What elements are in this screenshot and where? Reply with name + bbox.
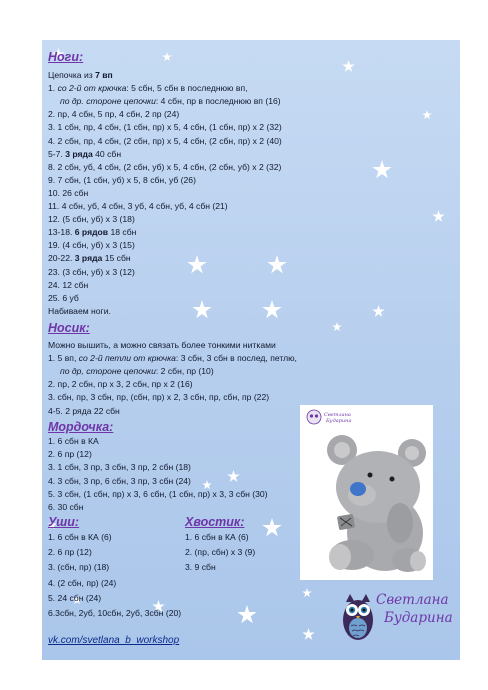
star-icon xyxy=(332,322,342,332)
muzzle-line: 2. 6 пр (12) xyxy=(48,449,92,460)
star-icon xyxy=(227,470,240,483)
nose-line-text: Можно вышить, а можно связать более тонкими нитками xyxy=(48,340,276,350)
tail-line: 3. 9 сбн xyxy=(185,562,216,573)
legs-line-bold: 3 ряда xyxy=(74,253,103,264)
muzzle-line: 4. 3 сбн, 3 пр, 6 сбн, 3 пр, 3 сбн (24) xyxy=(48,475,191,486)
legs-line-text: 19. (4 сбн, уб) х 3 (15) xyxy=(48,240,135,251)
brand-logo xyxy=(340,592,460,652)
nose-line-text: 1. 5 вп, xyxy=(48,353,79,364)
legs-heading: Ноги: xyxy=(48,50,84,64)
legs-line-text: 3. 1 сбн, пр, 4 сбн, (1 сбн, пр) х 5, 4 сбн, (1 сбн, пр) х 2 (32) xyxy=(48,122,282,133)
legs-line xyxy=(48,306,111,317)
legs-line-text: 20-22. xyxy=(48,253,75,264)
legs-line xyxy=(48,267,135,278)
nose-line xyxy=(48,340,276,351)
star-icon xyxy=(192,300,212,320)
nose-line xyxy=(48,379,193,390)
star-icon xyxy=(262,518,282,538)
legs-line-text: 18 сбн xyxy=(108,227,137,238)
legs-line-text: 2. пр, 4 сбн, 5 пр, 4 сбн, 2 пр (24) xyxy=(48,109,180,120)
legs-line xyxy=(48,109,179,120)
legs-line-italic: по др. стороне цепочки xyxy=(60,96,156,107)
star-icon xyxy=(372,160,392,180)
owl-logo-icon xyxy=(307,410,321,424)
legs-line xyxy=(48,122,282,133)
legs-line-bold: 6 рядов xyxy=(74,227,109,238)
star-icon xyxy=(432,210,445,223)
legs-line xyxy=(48,240,135,251)
legs-line xyxy=(48,227,136,238)
ears-line: 6.3сбн, 2уб, 10сбн, 2уб, 3сбн (20) xyxy=(48,608,182,618)
legs-line-bold: 7 вп xyxy=(95,70,113,80)
legs-line-text: 10. 26 сбн xyxy=(48,187,89,198)
legs-line xyxy=(48,214,135,225)
star-icon xyxy=(267,255,287,275)
tail-line: 1. 6 сбн в КА (6) xyxy=(185,532,249,542)
legs-line xyxy=(48,70,113,81)
teddy-bear-photo xyxy=(300,405,433,580)
owl-icon xyxy=(340,592,376,644)
star-icon xyxy=(342,60,355,73)
muzzle-line: 3. 1 сбн, 3 пр, 3 сбн, 3 пр, 2 сбн (18) xyxy=(48,462,191,473)
ears-line: 3. (сбн, пр) (18) xyxy=(48,562,110,573)
legs-line-text: 8. 2 сбн, уб, 4 сбн, (2 сбн, уб) х 5, 4 сбн, (2 сбн, уб) х 2 (32) xyxy=(48,161,282,172)
nose-line-italic: по др, стороне цепочки xyxy=(60,366,156,377)
nose-line xyxy=(48,406,120,417)
legs-line-text: 5-7. xyxy=(48,148,66,159)
nose-line xyxy=(48,353,297,364)
legs-line xyxy=(48,136,282,147)
nose-line-text: 4-5. 2 ряда 22 сбн xyxy=(48,405,120,416)
nose-line-italic: со 2-й петли от крючка xyxy=(78,353,176,364)
nose-line-text: : 3 сбн, 3 сбн в послед, петлю, xyxy=(175,353,297,364)
legs-line xyxy=(48,162,281,173)
legs-line xyxy=(48,201,228,212)
legs-line-text: 11. 4 сбн, уб, 4 сбн, 3 уб, 4 сбн, уб, 4 сбн (21) xyxy=(48,201,228,211)
legs-line xyxy=(48,253,131,264)
legs-line-text: 12. (5 сбн, уб) х 3 (18) xyxy=(48,214,135,225)
brand-first-name: Светлана xyxy=(376,592,449,608)
ears-line: 4. (2 сбн, пр) (24) xyxy=(48,577,117,588)
legs-line-text: 24. 12 сбн xyxy=(48,279,89,290)
star-icon xyxy=(372,305,385,318)
muzzle-line: 1. 6 сбн в КА xyxy=(48,436,99,446)
ears-line: 2. 6 пр (12) xyxy=(48,547,92,558)
legs-line xyxy=(48,280,88,291)
muzzle-heading: Мордочка: xyxy=(48,420,114,434)
nose-line-text: : 2 сбн, пр (10) xyxy=(155,366,214,377)
star-icon xyxy=(422,110,432,120)
star-icon xyxy=(237,605,257,625)
legs-line-text: 9. 7 сбн, (1 сбн, уб) х 5, 8 сбн, уб (26) xyxy=(48,174,196,185)
star-icon xyxy=(302,588,312,598)
legs-line-text: 40 сбн xyxy=(92,148,122,159)
legs-line xyxy=(48,293,79,304)
nose-line-text: 2. пр, 2 сбн, пр х 3, 2 сбн, пр х 2 (16) xyxy=(48,379,193,390)
ears-heading: Уши: xyxy=(48,515,80,529)
brand-last-name: Бударина xyxy=(384,610,453,626)
nose-heading: Носик: xyxy=(48,321,90,335)
star-icon xyxy=(187,255,207,275)
nose-line-text: 3. сбн, пр, 3 сбн, пр, (сбн, пр) х 2, 3 сбн, пр, сбн, пр (22) xyxy=(48,392,270,403)
legs-line-text: : 4 сбн, пр в последнюю вп (16) xyxy=(155,96,281,107)
muzzle-line: 6. 30 сбн xyxy=(48,502,84,512)
tail-line: 2. (пр, сбн) х 3 (9) xyxy=(185,547,256,558)
legs-line-italic: со 2-й от крючка xyxy=(57,83,127,94)
star-icon xyxy=(162,52,172,62)
legs-line-text: Цепочка из xyxy=(48,70,96,80)
star-icon xyxy=(262,300,282,320)
muzzle-line: 5. 3 сбн, (1 сбн, пр) х 3, 6 сбн, (1 сбн, пр) х 3, 3 сбн (30) xyxy=(48,488,268,499)
legs-line-bold: 3 ряда xyxy=(65,148,93,159)
nose-line xyxy=(60,366,214,377)
legs-line-text: : 5 сбн, 5 сбн в последнюю вп, xyxy=(126,83,248,94)
legs-line-text: 1. xyxy=(48,83,58,94)
ears-line: 1. 6 сбн в КА (6) xyxy=(48,532,112,542)
legs-line xyxy=(48,83,248,94)
legs-line xyxy=(48,149,121,160)
ears-line: 5. 24 сбн (24) xyxy=(48,592,102,603)
tail-heading: Хвостик: xyxy=(185,515,245,529)
legs-line-text: 15 сбн xyxy=(102,253,131,264)
nose-line xyxy=(48,392,269,403)
legs-line xyxy=(48,175,196,186)
legs-line-text: 23. (3 сбн, уб) х 3 (12) xyxy=(48,266,135,277)
legs-line xyxy=(48,188,88,199)
legs-line-text: 13-18. xyxy=(48,227,75,238)
svg-text:Бударина: Бударина xyxy=(326,418,352,424)
legs-line xyxy=(60,96,281,107)
legs-line-text: 25. 6 уб xyxy=(48,292,79,303)
star-icon xyxy=(302,628,315,641)
legs-line-text: Набиваем ноги. xyxy=(48,305,111,316)
teddy-bear-illustration xyxy=(300,405,433,580)
svg-text:Светлана: Светлана xyxy=(324,412,351,418)
vk-link[interactable]: vk.com/svetlana_b_workshop xyxy=(48,635,180,646)
legs-line-text: 4. 2 сбн, пр, 4 сбн, (2 сбн, пр) х 5, 4 сбн, (2 сбн, пр) х 2 (40) xyxy=(48,135,282,146)
